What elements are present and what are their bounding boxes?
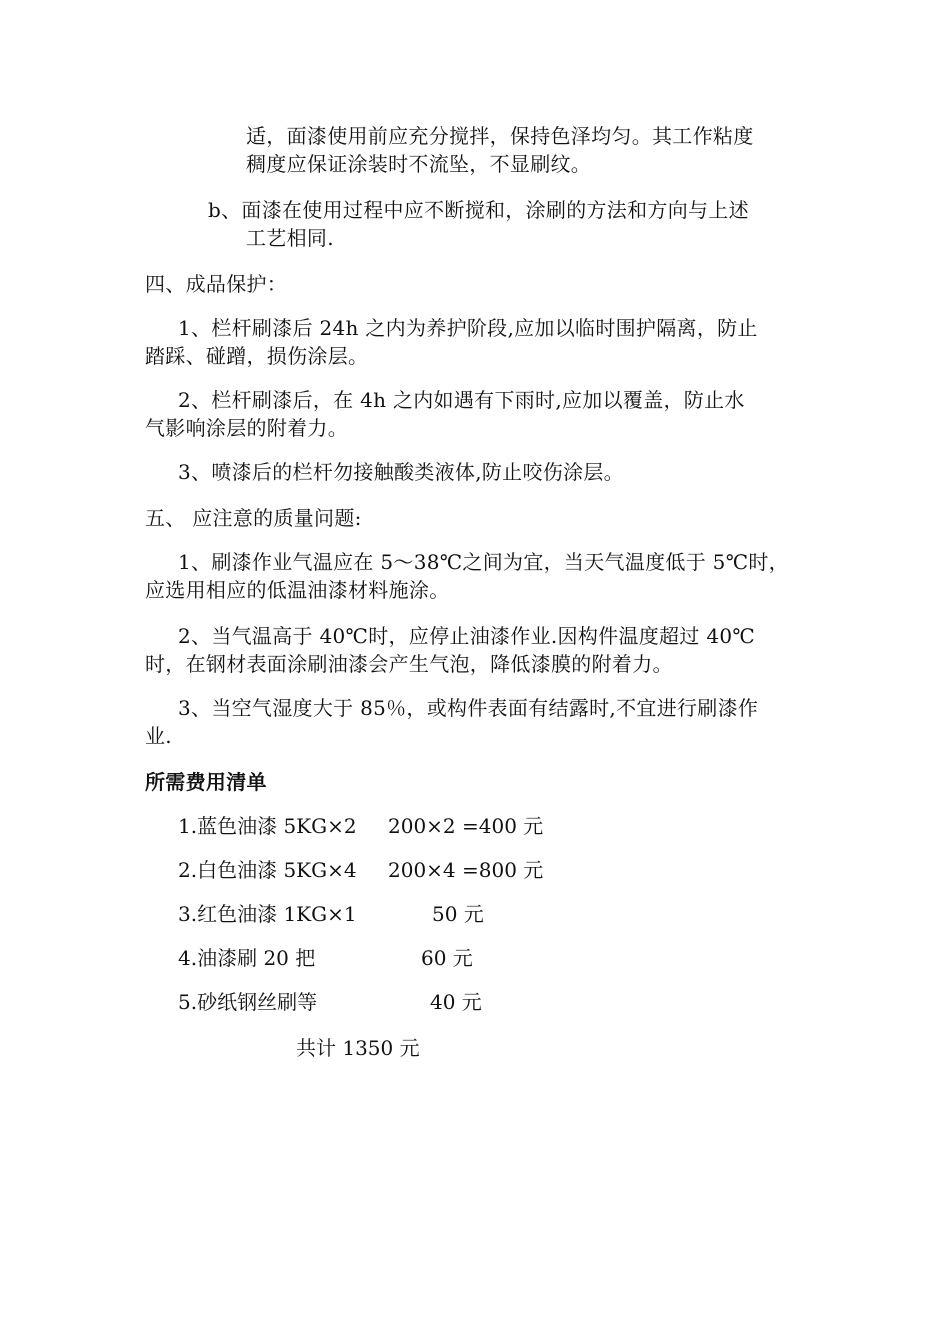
section-heading: 四、成品保护： [145, 272, 288, 296]
paragraph-line: 2、当气温高于 40℃时，应停止油漆作业.因构件温度超过 40℃ [178, 624, 756, 648]
cost-item-name: 3.红色油漆 1KG×1 [178, 902, 357, 926]
paragraph-line: b、面漆在使用过程中应不断搅和，涂刷的方法和方向与上述 [208, 198, 749, 222]
paragraph-line: 2、栏杆刷漆后，在 4h 之内如遇有下雨时,应加以覆盖，防止水 [178, 388, 745, 412]
cost-item-amount: 40 元 [430, 990, 482, 1014]
paragraph-line: 3、当空气湿度大于 85％，或构件表面有结露时,不宜进行刷漆作 [178, 696, 759, 720]
cost-item-amount: 50 元 [432, 902, 484, 926]
cost-item-amount: 60 元 [421, 946, 473, 970]
paragraph-line: 气影响涂层的附着力。 [145, 416, 348, 440]
cost-list-heading: 所需费用清单 [145, 770, 267, 794]
paragraph-line: 1、栏杆刷漆后 24h 之内为养护阶段,应加以临时围护隔离，防止 [178, 316, 758, 340]
paragraph-line: 稠度应保证涂装时不流坠，不显刷纹。 [246, 152, 592, 176]
paragraph-line: 3、喷漆后的栏杆勿接触酸类液体,防止咬伤涂层。 [178, 460, 624, 484]
cost-item-name: 5.砂纸钢丝刷等 [178, 990, 318, 1014]
paragraph-line: 应选用相应的低温油漆材料施涂。 [145, 578, 450, 602]
paragraph-line: 时，在钢材表面涂刷油漆会产生气泡，降低漆膜的附着力。 [145, 652, 673, 676]
paragraph-line: 业. [145, 724, 172, 748]
paragraph-line: 踏踩、碰蹭，损伤涂层。 [145, 344, 369, 368]
cost-item-name: 1.蓝色油漆 5KG×2 [178, 814, 357, 838]
paragraph-line: 适，面漆使用前应充分搅拌，保持色泽均匀。其工作粘度 [246, 124, 754, 148]
cost-item-amount: 200×2 =400 元 [388, 814, 544, 838]
paragraph-line: 工艺相同. [246, 226, 334, 250]
cost-item-amount: 200×4 =800 元 [388, 858, 544, 882]
cost-item-name: 2.白色油漆 5KG×4 [178, 858, 357, 882]
cost-item-name: 4.油漆刷 20 把 [178, 946, 316, 970]
paragraph-line: 1、刷漆作业气温应在 5～38℃之间为宜，当天气温度低于 5℃时， [178, 550, 789, 574]
cost-total: 共计 1350 元 [296, 1036, 420, 1060]
section-heading: 五、 应注意的质量问题: [145, 506, 362, 530]
